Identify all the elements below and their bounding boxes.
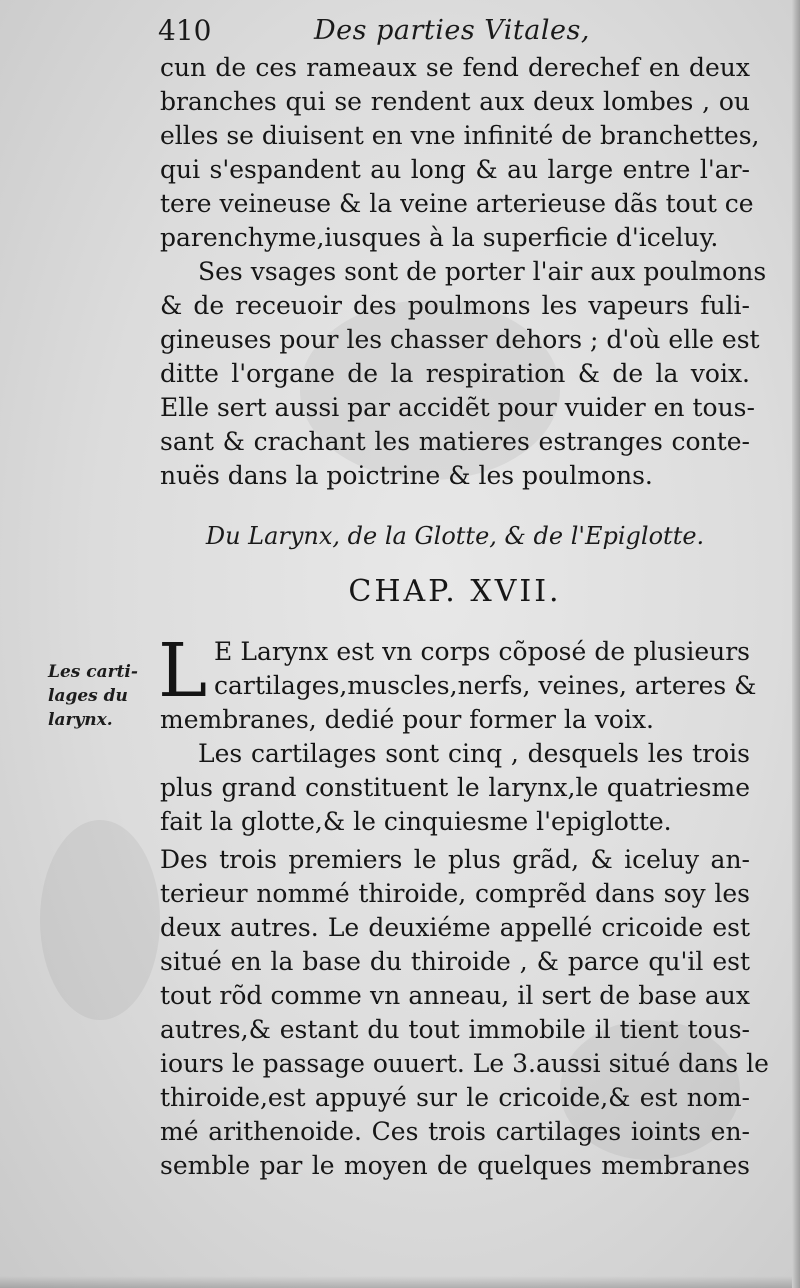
text-line: terieur nommé thiroide, comprẽd dans soy les xyxy=(160,879,750,908)
text-line: tere veineuse & la veine arterieuse dãs tout ce xyxy=(160,189,754,218)
text-line: ditte l'organe de la respiration & de la voix. xyxy=(160,359,750,388)
text-line: mé arithenoide. Ces trois cartilages ioints en- xyxy=(160,1117,750,1146)
text-line: gineuses pour les chasser dehors ; d'où elle est xyxy=(160,325,760,354)
paper-stain xyxy=(40,820,160,1020)
text-line: plus grand constituent le larynx,le quatriesme xyxy=(160,773,750,802)
text-line: parenchyme,iusques à la superficie d'iceluy. xyxy=(160,223,719,252)
text-line: Des trois premiers le plus grãd, & iceluy an- xyxy=(160,845,750,874)
running-title: Des parties Vitales, xyxy=(314,15,590,46)
text-line: branches qui se rendent aux deux lombes , ou xyxy=(160,87,750,116)
margin-note xyxy=(48,660,152,732)
text-line: Elle sert aussi par accidẽt pour vuider en tous- xyxy=(160,393,755,422)
page-number: 410 xyxy=(158,14,212,47)
section-title: Du Larynx, de la Glotte, & de l'Epiglotte. xyxy=(205,522,705,550)
text-line: & de receuoir des poulmons les vapeurs fuli- xyxy=(160,291,750,320)
drop-cap: L xyxy=(158,628,208,714)
text-line: nuës dans la poictrine & les poulmons. xyxy=(160,461,653,490)
text-line: membranes, dedié pour former la voix. xyxy=(160,705,654,734)
margin-note-line: larynx. xyxy=(48,710,113,730)
text-line: semble par le moyen de quelques membranes xyxy=(160,1151,750,1180)
text-line: autres,& estant du tout immobile il tient tous- xyxy=(160,1015,750,1044)
text-line: qui s'espandent au long & au large entre l'ar- xyxy=(160,155,750,184)
text-line: elles se diuisent en vne infinité de branchettes, xyxy=(160,121,760,150)
text-line: iours le passage ouuert. Le 3.aussi situé dans le xyxy=(160,1049,769,1078)
text-line: thiroide,est appuyé sur le cricoide,& est nom- xyxy=(160,1083,750,1112)
page-bottom-shadow xyxy=(0,1276,792,1288)
text-line: deux autres. Le deuxiéme appellé cricoide est xyxy=(160,913,750,942)
page-edge xyxy=(792,0,800,1288)
text-line: Ses vsages sont de porter l'air aux poulmons xyxy=(198,257,767,286)
text-line: cun de ces rameaux se fend derechef en deux xyxy=(160,53,750,82)
margin-note-line: Les carti- xyxy=(48,662,138,682)
text-line: cartilages,muscles,nerfs, veines, arteres & xyxy=(214,671,757,700)
text-line: sant & crachant les matieres estranges conte- xyxy=(160,427,750,456)
text-line: Les cartilages sont cinq , desquels les trois xyxy=(198,739,750,768)
text-line: situé en la base du thiroide , & parce qu'il est xyxy=(160,947,750,976)
margin-note-line: lages du xyxy=(48,686,128,706)
text-line: fait la glotte,& le cinquiesme l'epiglotte. xyxy=(160,807,672,836)
text-line: E Larynx est vn corps cõposé de plusieurs xyxy=(214,637,750,666)
chapter-heading: CHAP. XVII. xyxy=(348,574,562,609)
text-line: tout rõd comme vn anneau, il sert de base aux xyxy=(160,981,750,1010)
